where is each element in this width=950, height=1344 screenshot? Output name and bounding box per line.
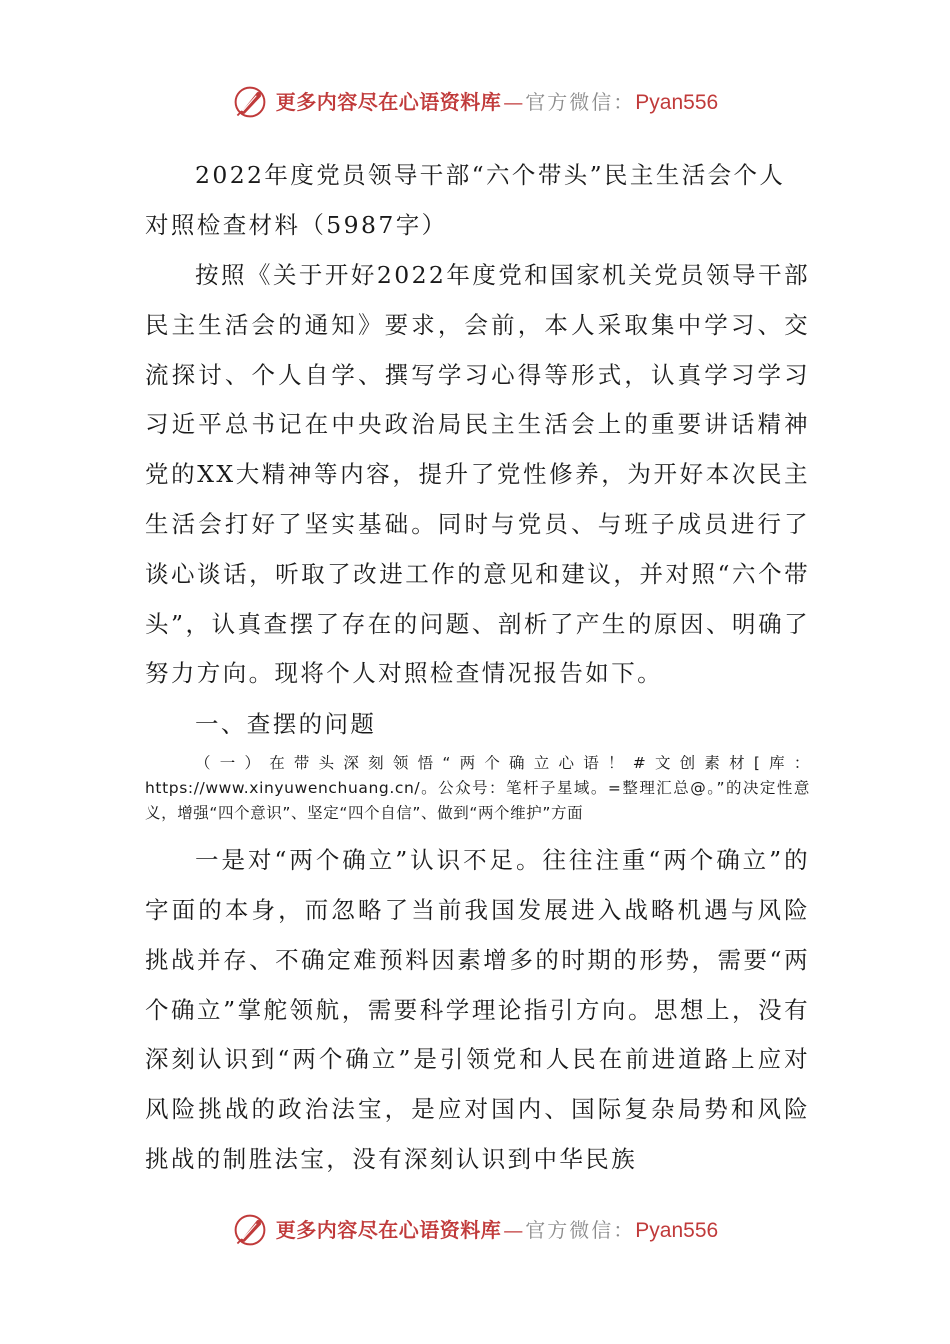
banner-official-label: 官方微信： <box>525 1217 636 1242</box>
quill-pen-logo-icon <box>232 1212 268 1248</box>
banner-official-label: 官方微信： <box>525 89 636 114</box>
document-title: 2022年度党员领导干部“六个带头”民主生活会个人对照检查材料（5987字） <box>145 161 786 239</box>
banner-wechat-id: Pyan556 <box>635 1218 719 1242</box>
body-paragraph: 一是对“两个确立”认识不足。往往注重“两个确立”的字面的本身，而忽略了当前我国发展进入战略机遇与风险挑战并存、不确定难预料因素增多的时期的形势，需要“两个确立”掌舵领航，需要科学理论指引方向。思想上，没有深刻认识到“两个确立”是引领党和人民在前进道路上应对风险挑战的政治法宝，是应对国内、国际复杂局势和风险挑战的制胜法宝，没有深刻认识到中华民族 <box>145 846 810 1173</box>
subsection-heading: （一）在带头深刻领悟“两个确立心语！#文创素材[库：https://www.xinyuwenchuang.cn/。公众号：笔杆子星域。=整理汇总@。”的决定性意义，增强“四个意识”、坚定“四个自信”、做到“两个维护”方面 <box>145 754 810 823</box>
banner-wechat-id: Pyan556 <box>635 90 719 114</box>
banner-text <box>275 89 719 114</box>
quill-pen-logo-icon <box>232 84 268 120</box>
banner-text <box>275 1217 719 1242</box>
document-body <box>145 150 810 1185</box>
banner-separator: — <box>503 1217 524 1242</box>
banner-brand: 更多内容尽在心语资料库 <box>275 89 502 114</box>
section-heading: 一、查摆的问题 <box>195 710 377 739</box>
banner-separator: — <box>503 89 524 114</box>
intro-paragraph: 按照《关于开好2022年度党和国家机关党员领导干部民主生活会的通知》要求，会前，本人采取集中学习、交流探讨、个人自学、撰写学习心得等形式，认真学习学习习近平总书记在中央政治局民主生活会上的重要讲话精神党的XX大精神等内容，提升了党性修养，为开好本次民主生活会打好了坚实基础。同时与党员、与班子成员进行了谈心谈话，听取了改进工作的意见和建议，并对照“六个带头”，认真查摆了存在的问题、剖析了产生的原因、明确了努力方向。现将个人对照检查情况报告如下。 <box>145 261 810 688</box>
header-banner <box>0 80 950 124</box>
footer-banner <box>0 1208 950 1252</box>
banner-brand: 更多内容尽在心语资料库 <box>275 1217 502 1242</box>
